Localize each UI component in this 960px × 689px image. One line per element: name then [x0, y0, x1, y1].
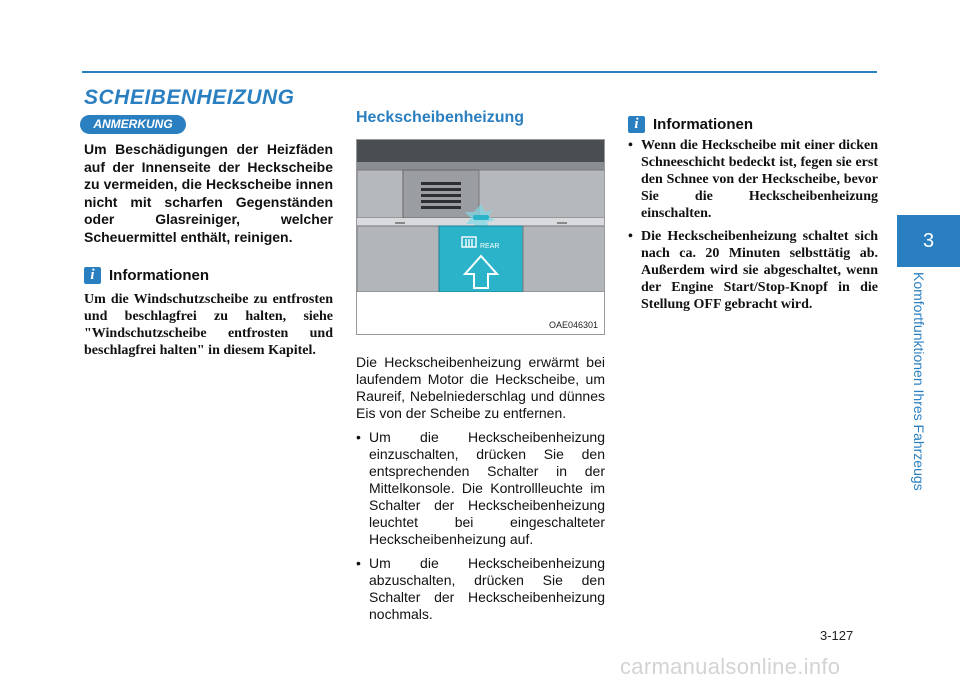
info-icon: i: [84, 267, 101, 284]
rear-defrost-figure: [356, 139, 605, 335]
list-item: • Um die Heckscheibenheizung abzuschalten, drücken Sie den Schalter der Heckscheibenheizung nochmals.: [356, 555, 605, 623]
note-badge: ANMERKUNG: [80, 115, 186, 134]
list-item: • Die Heckscheibenheizung schaltet sich nach ca. 20 Minuten selbsttätig ab. Außerdem wird sie abgeschaltet, wenn der Engine Start/Stop-Knopf in die Stellung OFF gebracht wird.: [628, 228, 878, 313]
info-2-list: [628, 137, 878, 313]
list-item: • Wenn die Heckscheibe mit einer dicken Schneeschicht bedeckt ist, fegen sie erst den Schnee von der Heckscheibe, bevor Sie die Heckscheibenheizung einschalten.: [628, 137, 878, 222]
page-number: 3-127: [820, 628, 854, 643]
info-heading-1-label: Informationen: [109, 267, 209, 284]
rear-button-label: REAR: [480, 243, 500, 250]
rear-heater-heading: Heckscheibenheizung: [356, 109, 525, 126]
list-item: • Um die Heckscheibenheizung einzuschalten, drücken Sie den entsprechenden Schalter in der Mittelkonsole. Die Kontrollleuchte im Schalter der Heckscheibenheizung leuchtet bei eingeschalteter Heckscheibenheizung auf.: [356, 429, 605, 548]
console-illustration: [357, 140, 605, 335]
info-icon: i: [628, 116, 645, 133]
chapter-title: Komfortfunktionen Ihres Fahrzeugs: [911, 272, 927, 491]
info-text-1: Um die Windschutzscheibe zu entfrosten und beschlagfrei zu halten, siehe "Windschutzscheibe entfrosten und beschlagfrei halten" in diesem Kapitel.: [84, 292, 333, 358]
middle-column: [356, 109, 605, 630]
figure-code: OAE046301: [548, 320, 598, 330]
left-column: [84, 141, 333, 359]
note-text: Um Beschädigungen der Heizfäden auf der Innenseite der Heckscheibe zu vermeiden, die Heckscheibe innen nicht mit scharfen Gegenständen oder Glasreiniger, welcher Scheuermittel enthält, reinigen.: [84, 141, 333, 245]
section-title: SCHEIBENHEIZUNG: [84, 86, 295, 109]
info-heading-1: [84, 267, 333, 284]
right-column: [628, 116, 878, 319]
info-heading-2-label: Informationen: [653, 116, 753, 133]
watermark: carmanualsonline.info: [620, 654, 841, 679]
info-heading-2: [628, 116, 878, 133]
rear-heater-intro: Die Heckscheibenheizung erwärmt bei laufendem Motor die Heckscheibe, um Raureif, Nebelniederschlag und dünnes Eis von der Scheibe zu entfernen.: [356, 354, 605, 421]
top-rule: [82, 71, 877, 73]
chapter-tab: 3: [897, 215, 960, 267]
rear-heater-list: [356, 429, 605, 623]
